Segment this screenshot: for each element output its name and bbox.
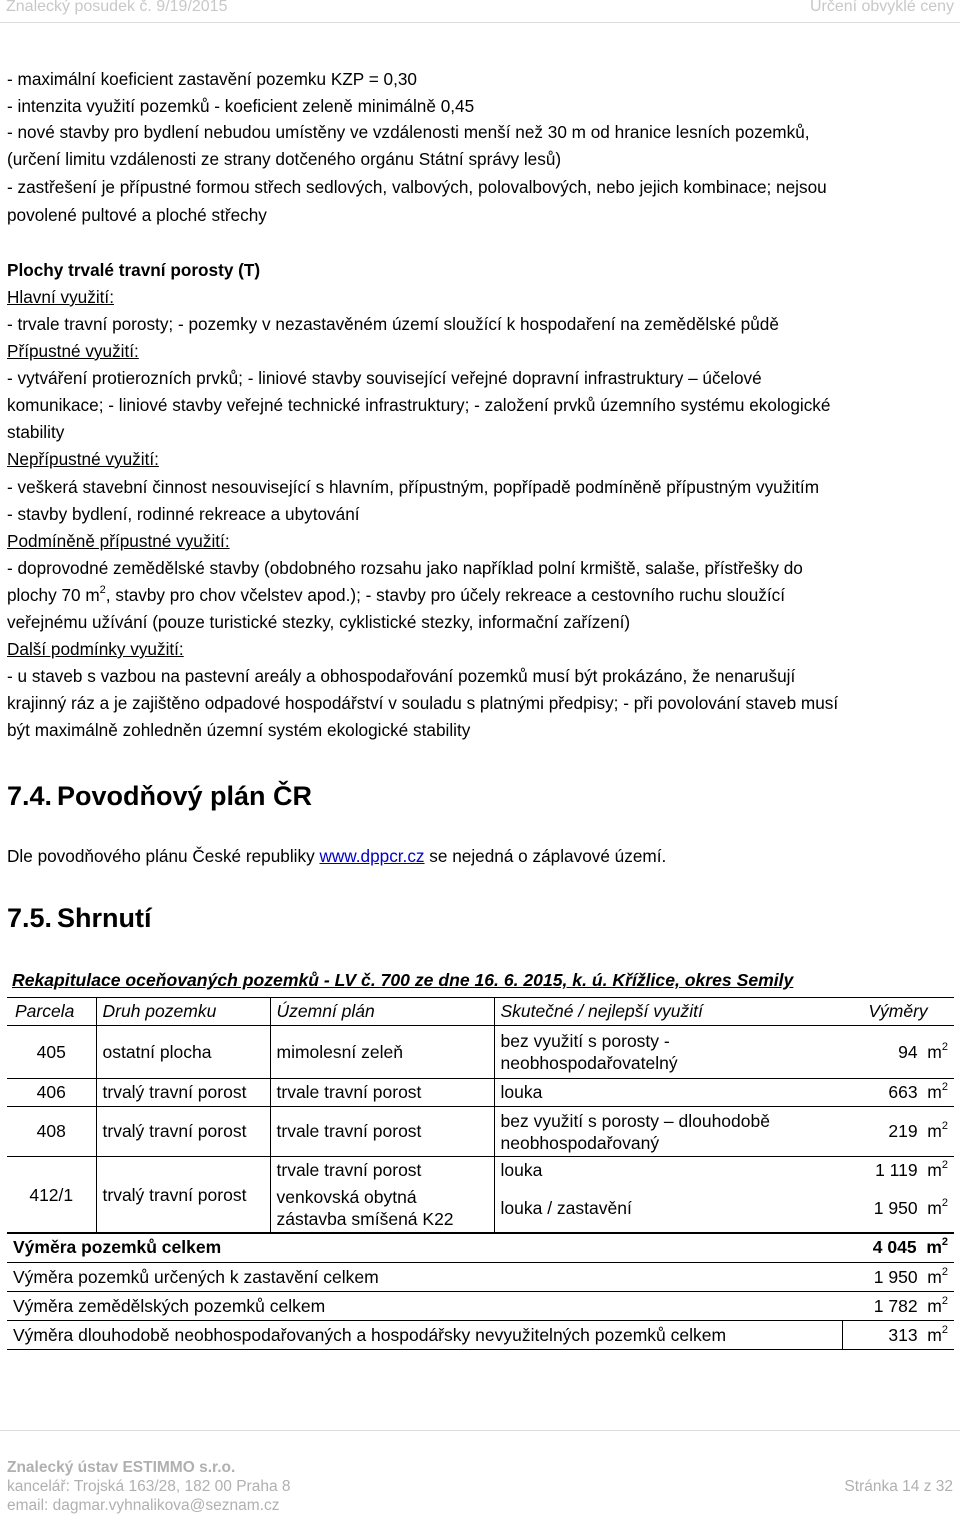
regulation-line: - maximální koeficient zastavění pozemku KZP = 0,30 — [7, 69, 417, 89]
footer-page-number: Stránka 14 z 32 — [844, 1478, 953, 1495]
total-row — [7, 1321, 954, 1350]
cell-druh: trvalý travní porost — [96, 1079, 270, 1107]
cell-parcela: 412/1 — [29, 1185, 74, 1205]
total-label: Výměra zemědělských pozemků celkem — [7, 1292, 842, 1321]
conditional-use-text: - doprovodné zemědělské stavby (obdobného rozsahu jako například polní krmiště, salaše, přístřešky do — [7, 558, 803, 578]
permitted-use-text: komunikace; - liniové stavby veřejné technické infrastruktury; - založení prvků územního systému ekologické — [7, 395, 831, 415]
heading-number: 7.4. — [7, 781, 53, 811]
cell-plan: trvale travní porost — [270, 1107, 494, 1157]
heading-text: Shrnutí — [57, 903, 152, 933]
section-title: Plochy trvalé travní porosty (T) — [7, 260, 261, 280]
table-row — [7, 1079, 954, 1107]
cell-parcela: 405 — [7, 1026, 96, 1079]
cell-plan: mimolesní zeleň — [270, 1026, 494, 1079]
land-summary-table — [7, 997, 954, 1350]
other-conditions-text: krajinný ráz a je zajištěno odpadové hospodářství v souladu s platnými předpisy; - při povolování staveb musí — [7, 693, 839, 713]
main-use-label: Hlavní využití: — [7, 287, 114, 307]
header-document-title: Znalecký posudek č. 9/19/2015 — [6, 0, 228, 15]
page-footer — [0, 1430, 960, 1514]
cell-druh: trvalý travní porost — [96, 1157, 270, 1233]
prohibited-use-text: - stavby bydlení, rodinné rekreace a ubytování — [7, 504, 360, 524]
total-label: Výměra pozemků celkem — [7, 1233, 842, 1263]
total-value: 1 950 $m^2$ — [842, 1263, 954, 1292]
other-conditions-text: být maximálně zohledněn územní systém ekologické stability — [7, 720, 471, 740]
footer-address: kancelář: Trojská 163/28, 182 00 Praha 8 — [7, 1478, 291, 1495]
table-header-row — [7, 998, 954, 1026]
heading-number: 7.5. — [7, 903, 53, 933]
prohibited-use-label: Nepřípustné využití: — [7, 449, 159, 469]
main-use-text: - trvale travní porosty; - pozemky v nezastavěném území sloužící k hospodaření na zemědělské půdě — [7, 314, 779, 334]
heading-summary — [7, 903, 152, 934]
regulation-line: - intenzita využití pozemků - koeficient zeleně minimálně 0,45 — [7, 96, 475, 116]
cell-vyuziti: bez využití s porosty - neobhospodařovatelný — [494, 1026, 842, 1079]
table-row — [7, 1107, 954, 1157]
column-header: Parcela — [7, 998, 96, 1026]
cell-vymera: 219 $m^2$ — [842, 1107, 954, 1157]
column-header: Druh pozemku — [96, 998, 270, 1026]
table-row — [7, 1026, 954, 1079]
permitted-use-label: Přípustné využití: — [7, 341, 139, 361]
conditional-use-label: Podmíněně přípustné využití: — [7, 531, 230, 551]
regulation-line: - nové stavby pro bydlení nebudou umístěny ve vzdálenosti menší než 30 m od hranice lesních pozemků, — [7, 122, 810, 142]
cell-vyuziti: louka / zastavění — [494, 1185, 842, 1233]
cell-vyuziti: louka — [494, 1157, 842, 1185]
cell-plan: trvale travní porost — [270, 1079, 494, 1107]
header-section-title: Určení obvyklé ceny — [809, 0, 954, 15]
total-value: 4 045 $m^2$ — [842, 1233, 954, 1263]
total-row — [7, 1263, 954, 1292]
cell-parcela: 408 — [7, 1107, 96, 1157]
cell-vymera: 1 950 $m^2$ — [873, 1196, 948, 1218]
total-row — [7, 1292, 954, 1321]
table-row — [7, 1157, 954, 1185]
cell-vyuziti: bez využití s porosty – dlouhodobě neobhospodařovaný — [494, 1107, 842, 1157]
column-header: Skutečné / nejlepší využití — [494, 998, 842, 1026]
permitted-use-text: stability — [7, 422, 65, 442]
total-label: Výměra pozemků určených k zastavění celkem — [7, 1263, 842, 1292]
regulation-line: (určení limitu vzdálenosti ze strany dotčeného orgánu Státní správy lesů) — [7, 149, 562, 169]
total-label: Výměra dlouhodobě neobhospodařovaných a hospodářsky nevyužitelných pozemků celkem — [7, 1321, 842, 1350]
table-caption: Rekapitulace oceňovaných pozemků - LV č. 700 ze dne 16. 6. 2015, k. ú. Křížlice, okres Semily — [12, 970, 794, 990]
cell-druh: ostatní plocha — [96, 1026, 270, 1079]
footer-company: Znalecký ústav ESTIMMO s.r.o. — [7, 1459, 236, 1476]
total-value: 1 782 $m^2$ — [842, 1292, 954, 1321]
heading-flood-plan — [7, 781, 312, 812]
prohibited-use-text: - veškerá stavební činnost nesouvisející s hlavním, přípustným, popřípadě podmíněně přípustným využitím — [7, 477, 820, 497]
permitted-use-text: - vytváření protierozních prvků; - liniové stavby související veřejné dopravní infrastruktury – účelové — [7, 368, 762, 388]
regulation-line: - zastřešení je přípustné formou střech sedlových, valbových, polovalbových, nebo jejich kombinace; nejsou — [7, 177, 827, 197]
total-row — [7, 1233, 954, 1263]
cell-parcela: 406 — [7, 1079, 96, 1107]
total-value: 313 $m^2$ — [842, 1321, 954, 1350]
cell-plan: trvale travní porost — [270, 1157, 494, 1185]
other-conditions-text: - u staveb s vazbou na pastevní areály a obhospodařování pozemků musí být prokázáno, že nenarušují — [7, 666, 796, 686]
flood-plan-text: Dle povodňového plánu České republiky www.dppcr.cz se nejedná o záplavové území. — [7, 846, 667, 866]
conditional-use-text: veřejnému užívání (pouze turistické stezky, cyklistické stezky, informační zařízení) — [7, 612, 631, 632]
cell-vymera: 1 119 $m^2$ — [875, 1159, 948, 1181]
cell-vymera: 94 $m^2$ — [842, 1026, 954, 1079]
heading-text: Povodňový plán ČR — [57, 781, 313, 811]
footer-email: email: dagmar.vyhnalikova@seznam.cz — [7, 1497, 280, 1514]
cell-druh: trvalý travní porost — [96, 1107, 270, 1157]
regulation-line: povolené pultové a ploché střechy — [7, 205, 267, 225]
page-header — [0, 0, 960, 23]
column-header: Výměry — [842, 998, 954, 1026]
cell-vyuziti: louka — [494, 1079, 842, 1107]
other-conditions-label: Další podmínky využití: — [7, 639, 184, 659]
cell-vymera: 663 $m^2$ — [842, 1079, 954, 1107]
cell-plan: venkovská obytná zástavba smíšená K22 — [270, 1185, 494, 1233]
conditional-use-text: plochy 70 $m^2$, stavby pro chov včelstev apod.); - stavby pro účely rekreace a cestovního ruchu sloužící — [7, 584, 786, 605]
column-header: Územní plán — [270, 998, 494, 1026]
dppcr-link[interactable]: www.dppcr.cz — [319, 846, 425, 866]
